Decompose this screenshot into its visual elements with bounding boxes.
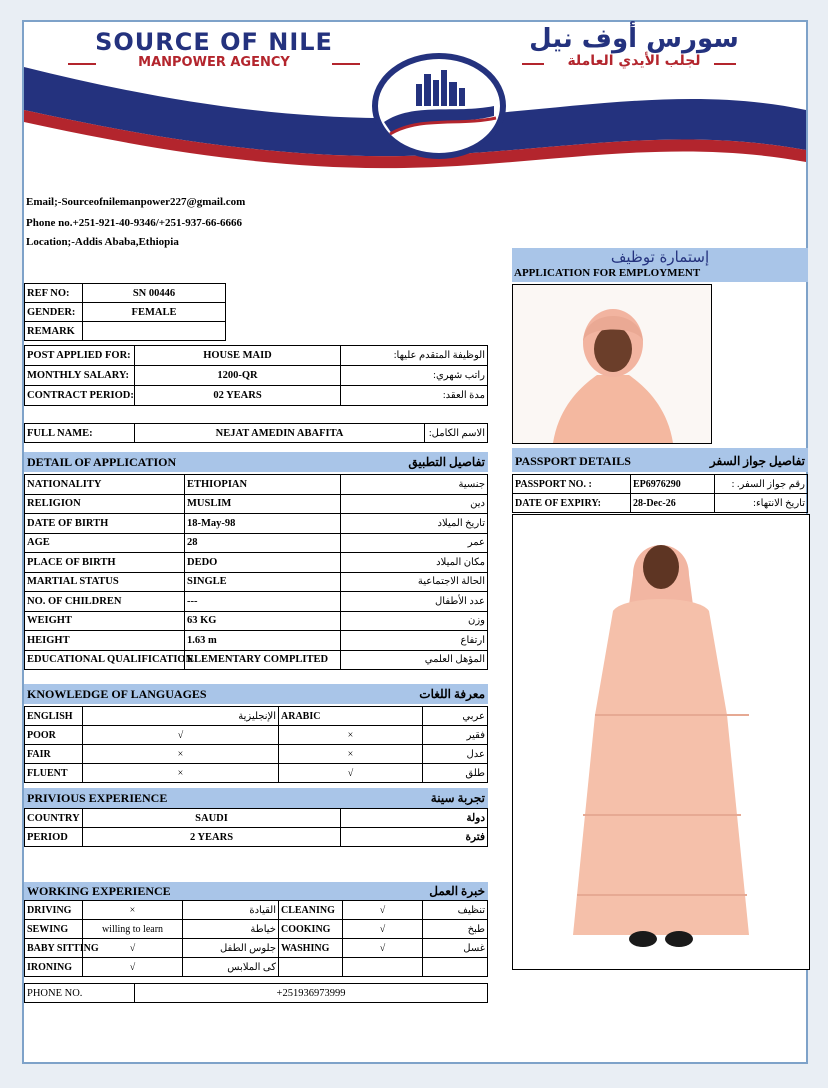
language-row bbox=[25, 764, 488, 783]
full-name-value: NEJAT AMEDIN ABAFITA bbox=[135, 424, 425, 443]
english-mark: × bbox=[83, 764, 279, 783]
contact-email: Email;-Sourceofnilemanpower227@gmail.com bbox=[26, 196, 246, 208]
detail-ar: عمر bbox=[341, 533, 488, 553]
previous-label: PERIOD bbox=[25, 828, 83, 847]
english-mark: √ bbox=[83, 726, 279, 745]
working-mark-2: √ bbox=[343, 920, 423, 939]
contract-ar: مدة العقد: bbox=[341, 386, 488, 406]
language-level: FAIR bbox=[25, 745, 83, 764]
arabic-label: ARABIC bbox=[279, 707, 423, 726]
detail-ar: تاريخ الميلاد bbox=[341, 514, 488, 534]
post-table bbox=[24, 345, 488, 406]
detail-label: DATE OF BIRTH bbox=[25, 514, 185, 534]
previous-table bbox=[24, 808, 488, 847]
detail-row bbox=[25, 650, 488, 670]
full-name-table bbox=[24, 423, 488, 443]
logo-emblem bbox=[375, 56, 503, 156]
remark-value bbox=[83, 322, 226, 341]
working-row bbox=[25, 920, 488, 939]
brand-name-ar: سورس أوف نيل bbox=[529, 24, 739, 54]
detail-header bbox=[24, 452, 488, 472]
detail-row bbox=[25, 553, 488, 573]
applicant-full-body-photo bbox=[512, 514, 810, 970]
working-title-ar: خبرة العمل bbox=[429, 884, 485, 898]
post-label: POST APPLIED FOR: bbox=[25, 346, 135, 366]
detail-ar: ارتفاع bbox=[341, 631, 488, 651]
detail-value: SINGLE bbox=[185, 572, 341, 592]
working-skill-2: CLEANING bbox=[279, 901, 343, 920]
detail-row bbox=[25, 631, 488, 651]
working-skill-2: WASHING bbox=[279, 939, 343, 958]
detail-value: ETHIOPIAN bbox=[185, 475, 341, 495]
passport-no-ar: رقم جواز السفر. : bbox=[715, 475, 808, 494]
language-level-ar: عدل bbox=[423, 745, 488, 764]
language-level: FLUENT bbox=[25, 764, 83, 783]
working-row bbox=[25, 958, 488, 977]
detail-label: RELIGION bbox=[25, 494, 185, 514]
previous-row bbox=[25, 809, 488, 828]
previous-ar: دولة bbox=[341, 809, 488, 828]
detail-label: PLACE OF BIRTH bbox=[25, 553, 185, 573]
working-skill: SEWING bbox=[25, 920, 83, 939]
detail-ar: مكان الميلاد bbox=[341, 553, 488, 573]
passport-title-en: PASSPORT DETAILS bbox=[515, 454, 631, 468]
contact-phone: Phone no.+251-921-40-9346/+251-937-66-6666 bbox=[26, 217, 243, 229]
passport-title-ar: تفاصيل جواز السفر bbox=[709, 454, 805, 468]
detail-title-en: DETAIL OF APPLICATION bbox=[27, 455, 177, 469]
detail-value: 28 bbox=[185, 533, 341, 553]
working-mark-2 bbox=[343, 958, 423, 977]
language-level-ar: فقير bbox=[423, 726, 488, 745]
passport-header bbox=[512, 448, 808, 472]
salary-value: 1200-QR bbox=[135, 366, 341, 386]
working-table bbox=[24, 900, 488, 977]
ref-label: REF NO: bbox=[25, 284, 83, 303]
detail-label: NATIONALITY bbox=[25, 475, 185, 495]
languages-title-ar: معرفة اللغات bbox=[419, 687, 485, 701]
working-skill-2-ar bbox=[423, 958, 488, 977]
contract-value: 02 YEARS bbox=[135, 386, 341, 406]
passport-no-value: EP6976290 bbox=[631, 475, 715, 494]
detail-row bbox=[25, 592, 488, 612]
detail-ar: الحالة الاجتماعية bbox=[341, 572, 488, 592]
arabic-ar: عربي bbox=[423, 707, 488, 726]
arabic-mark: × bbox=[279, 726, 423, 745]
detail-row bbox=[25, 475, 488, 495]
brand-tagline-en: MANPOWER AGENCY bbox=[138, 55, 290, 70]
detail-row bbox=[25, 514, 488, 534]
gender-label: GENDER: bbox=[25, 303, 83, 322]
previous-value: 2 YEARS bbox=[83, 828, 341, 847]
form-title-en: APPLICATION FOR EMPLOYMENT bbox=[514, 267, 701, 279]
working-skill: DRIVING bbox=[25, 901, 83, 920]
detail-row bbox=[25, 611, 488, 631]
working-skill: BABY SITTING bbox=[25, 939, 83, 958]
detail-value: 63 KG bbox=[185, 611, 341, 631]
detail-label: WEIGHT bbox=[25, 611, 185, 631]
working-mark-2: √ bbox=[343, 901, 423, 920]
detail-ar: دين bbox=[341, 494, 488, 514]
english-mark: × bbox=[83, 745, 279, 764]
previous-title-en: PRIVIOUS EXPERIENCE bbox=[27, 791, 168, 805]
detail-value: DEDO bbox=[185, 553, 341, 573]
detail-label: AGE bbox=[25, 533, 185, 553]
languages-title-en: KNOWLEDGE OF LANGUAGES bbox=[27, 687, 207, 701]
form-title-band bbox=[512, 248, 808, 282]
working-mark: √ bbox=[83, 939, 183, 958]
working-skill-2: COOKING bbox=[279, 920, 343, 939]
working-skill-ar: القيادة bbox=[183, 901, 279, 920]
languages-header bbox=[24, 684, 488, 704]
detail-row bbox=[25, 533, 488, 553]
previous-label: COUNTRY bbox=[25, 809, 83, 828]
previous-value: SAUDI bbox=[83, 809, 341, 828]
working-mark: × bbox=[83, 901, 183, 920]
working-header bbox=[24, 882, 488, 900]
working-row bbox=[25, 901, 488, 920]
previous-ar: فترة bbox=[341, 828, 488, 847]
language-level-ar: طلق bbox=[423, 764, 488, 783]
brand-tagline-ar: لجلب الأيدي العاملة bbox=[567, 53, 701, 69]
working-skill: IRONING bbox=[25, 958, 83, 977]
ref-value: SN 00446 bbox=[83, 284, 226, 303]
contact-location: Location;-Addis Ababa,Ethiopia bbox=[26, 236, 179, 248]
working-skill-2 bbox=[279, 958, 343, 977]
detail-label: NO. OF CHILDREN bbox=[25, 592, 185, 612]
full-name-label: FULL NAME: bbox=[25, 424, 135, 443]
detail-ar: المؤهل العلمي bbox=[341, 650, 488, 670]
arabic-mark: √ bbox=[279, 764, 423, 783]
language-level: POOR bbox=[25, 726, 83, 745]
detail-value: MUSLIM bbox=[185, 494, 341, 514]
detail-value: ELEMENTARY COMPLITED bbox=[185, 650, 341, 670]
working-mark: √ bbox=[83, 958, 183, 977]
detail-row bbox=[25, 494, 488, 514]
passport-expiry-value: 28-Dec-26 bbox=[631, 494, 715, 513]
full-name-ar: الاسم الكامل: bbox=[425, 424, 488, 443]
form-title-ar: إستمارة توظيف bbox=[610, 248, 710, 266]
detail-table bbox=[24, 474, 488, 670]
detail-row bbox=[25, 572, 488, 592]
working-row bbox=[25, 939, 488, 958]
contract-label: CONTRACT PERIOD: bbox=[25, 386, 135, 406]
detail-ar: وزن bbox=[341, 611, 488, 631]
english-ar: الإنجليزية bbox=[83, 707, 279, 726]
passport-expiry-ar: تاريخ الانتهاء: bbox=[715, 494, 808, 513]
previous-header bbox=[24, 788, 488, 808]
phone-value: +251936973999 bbox=[135, 984, 488, 1003]
detail-title-ar: تفاصيل التطبيق bbox=[408, 455, 485, 469]
detail-ar: عدد الأطفال bbox=[341, 592, 488, 612]
working-skill-ar: جلوس الطفل bbox=[183, 939, 279, 958]
detail-value: 1.63 m bbox=[185, 631, 341, 651]
working-skill-2-ar: طبخ bbox=[423, 920, 488, 939]
detail-value: 18-May-98 bbox=[185, 514, 341, 534]
working-mark-2: √ bbox=[343, 939, 423, 958]
remark-label: REMARK bbox=[25, 322, 83, 341]
post-ar: الوظيفة المتقدم عليها: bbox=[341, 346, 488, 366]
english-label: ENGLISH bbox=[25, 707, 83, 726]
languages-table bbox=[24, 706, 488, 783]
applicant-portrait-photo bbox=[512, 284, 712, 444]
phone-table bbox=[24, 983, 488, 1003]
arabic-mark: × bbox=[279, 745, 423, 764]
detail-label: HEIGHT bbox=[25, 631, 185, 651]
gender-value: FEMALE bbox=[83, 303, 226, 322]
language-row bbox=[25, 745, 488, 764]
phone-label: PHONE NO. bbox=[25, 984, 135, 1003]
working-skill-2-ar: غسل bbox=[423, 939, 488, 958]
previous-title-ar: تجربة سينة bbox=[430, 791, 485, 805]
working-skill-2-ar: تنظيف bbox=[423, 901, 488, 920]
detail-label: EDUCATIONAL QUALIFICATION bbox=[25, 650, 185, 670]
salary-label: MONTHLY SALARY: bbox=[25, 366, 135, 386]
passport-expiry-label: DATE OF EXPIRY: bbox=[513, 494, 631, 513]
previous-row bbox=[25, 828, 488, 847]
salary-ar: راتب شهري: bbox=[341, 366, 488, 386]
working-skill-ar: كى الملابس bbox=[183, 958, 279, 977]
ref-table bbox=[24, 283, 226, 341]
post-value: HOUSE MAID bbox=[135, 346, 341, 366]
detail-ar: جنسية bbox=[341, 475, 488, 495]
working-skill-ar: خياطة bbox=[183, 920, 279, 939]
passport-table bbox=[512, 474, 808, 513]
working-title-en: WORKING EXPERIENCE bbox=[27, 884, 171, 898]
language-row bbox=[25, 726, 488, 745]
application-sheet bbox=[22, 20, 808, 1064]
working-mark: willing to learn bbox=[83, 920, 183, 939]
detail-value: --- bbox=[185, 592, 341, 612]
passport-no-label: PASSPORT NO. : bbox=[513, 475, 631, 494]
detail-label: MARTIAL STATUS bbox=[25, 572, 185, 592]
brand-name-en: SOURCE OF NILE bbox=[95, 28, 333, 56]
